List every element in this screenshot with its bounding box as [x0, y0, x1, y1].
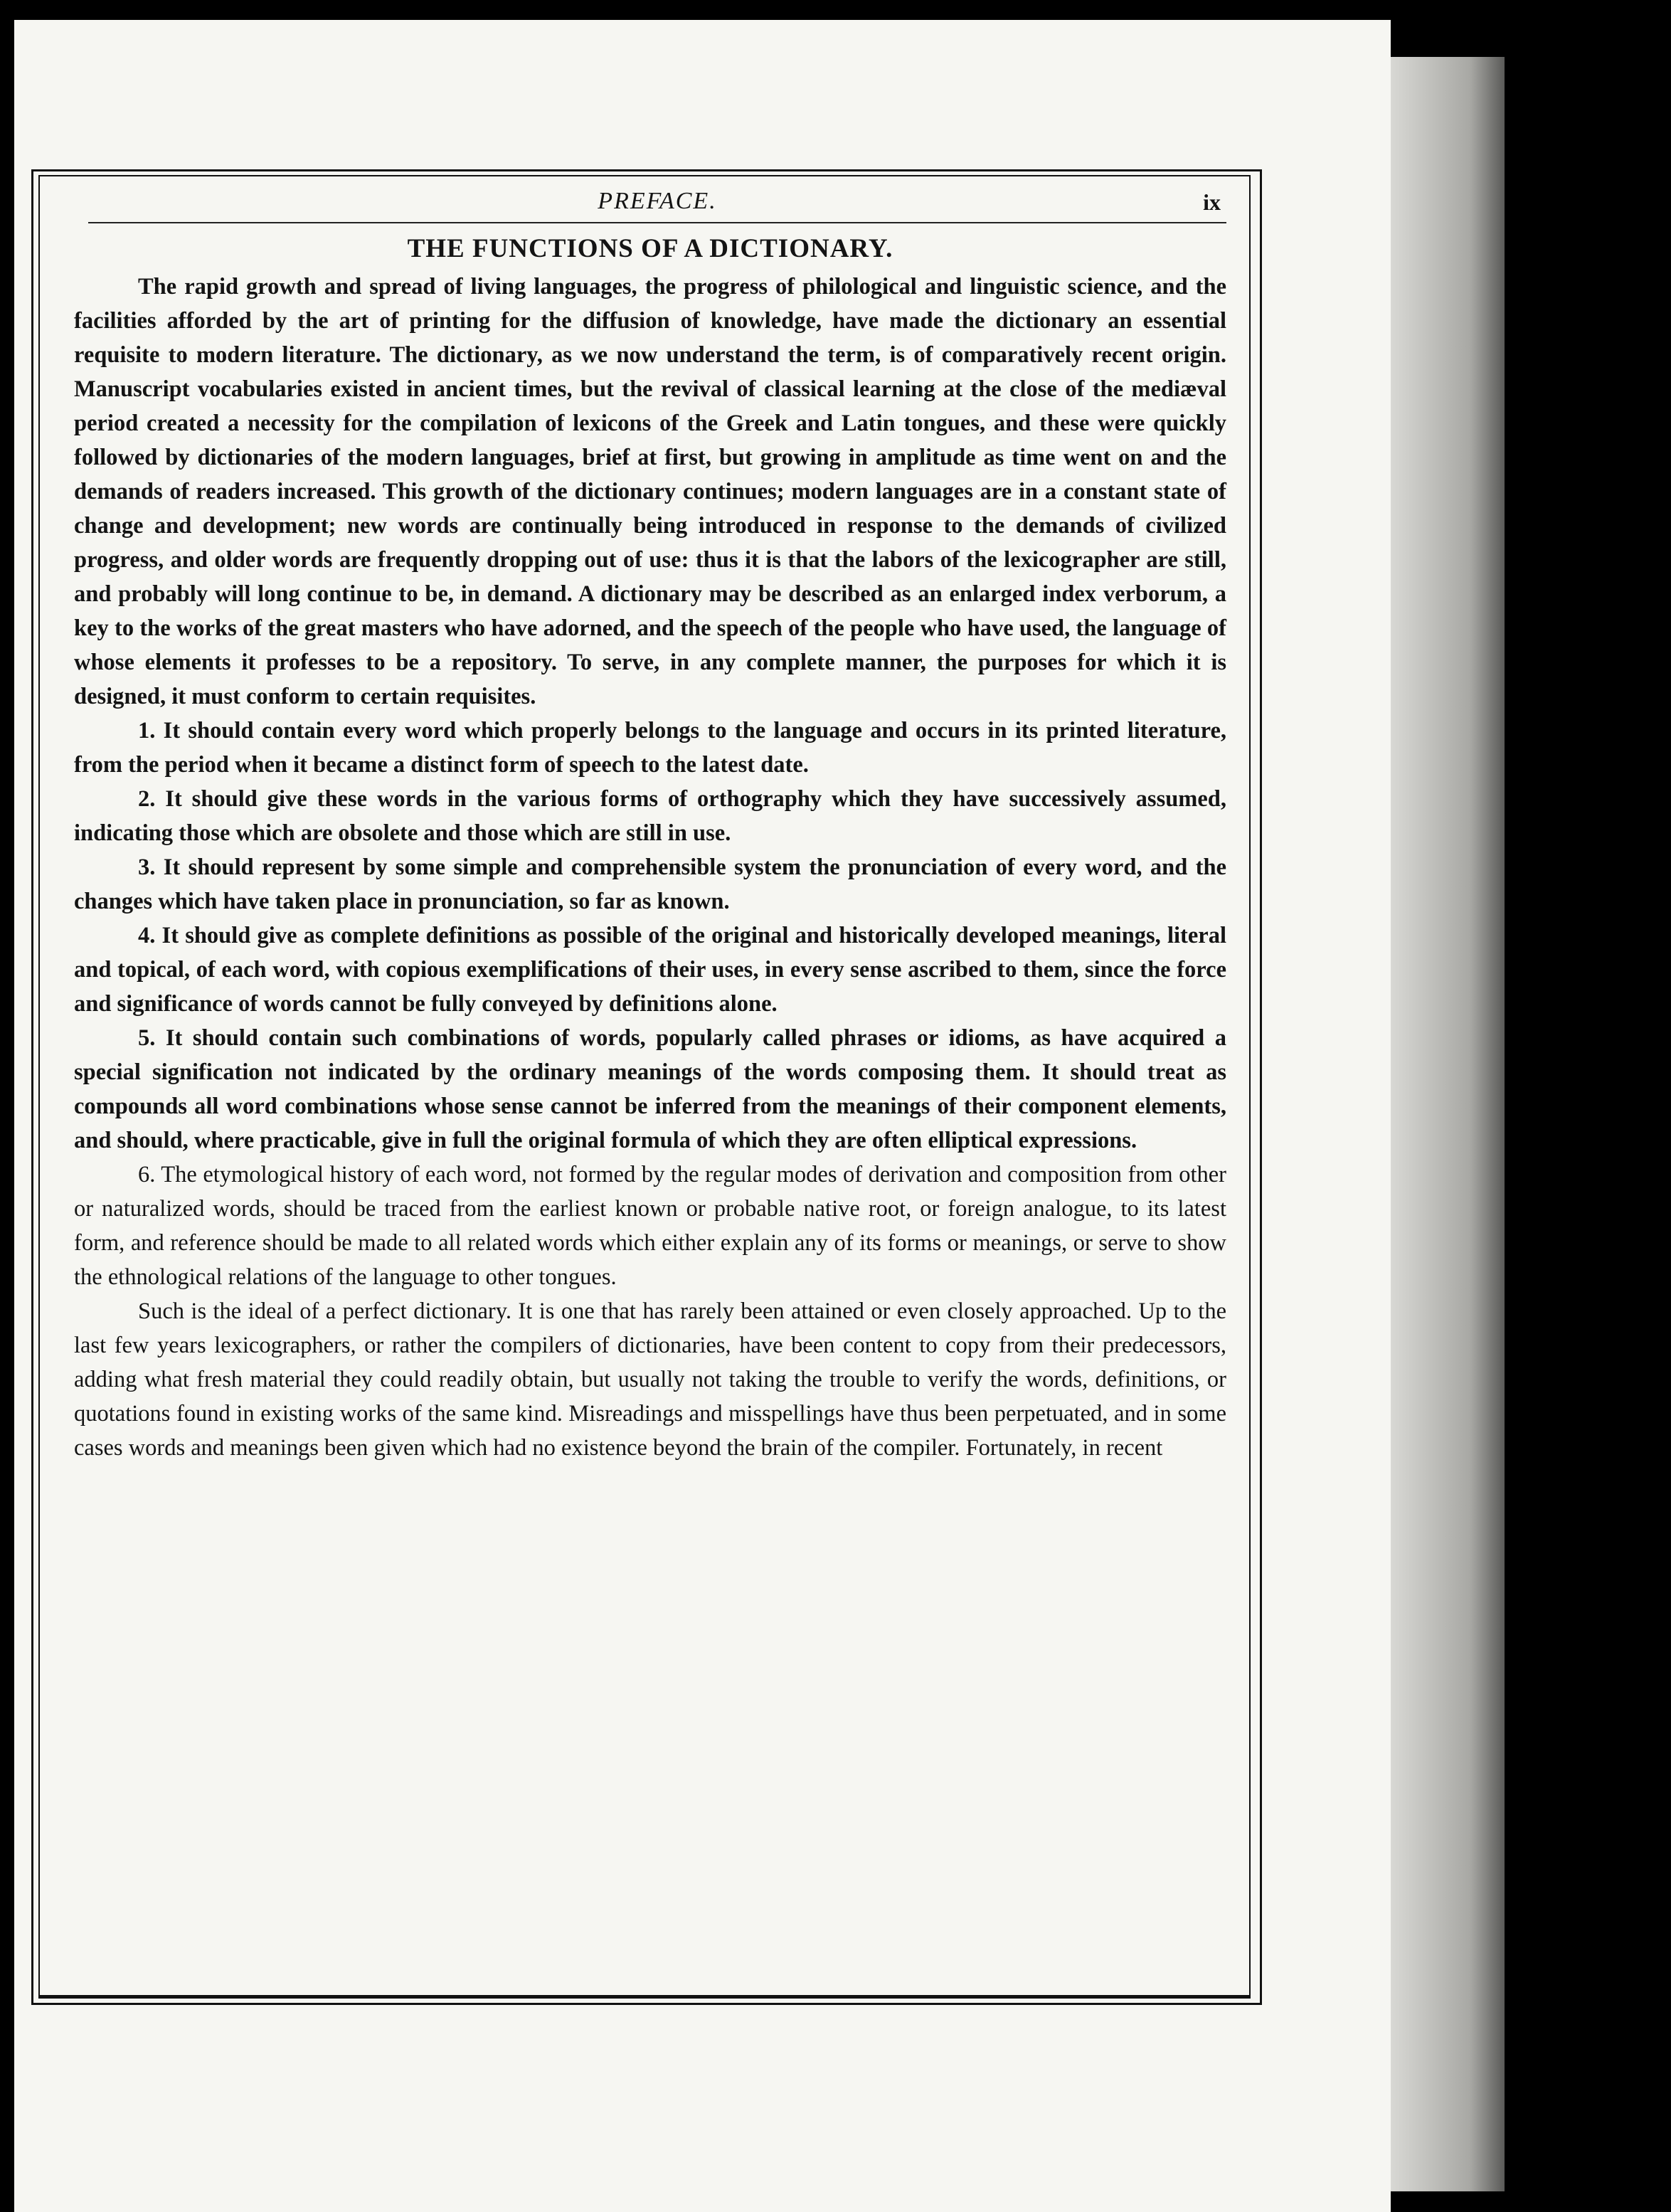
paragraph-requisite-2: 2. It should give these words in the various forms of orthography which they have successively assumed, indicating those which are obsolete and those which are still in use.: [74, 786, 1226, 846]
paragraph-requisite-5: 5. It should contain such combinations of words, popularly called phrases or idioms, as have acquired a special signification not indicated by the ordinary meanings of the words composing them. It should treat as compounds all word combinations whose sense cannot be inferred from the meanings of their component elements, and should, where practicable, give in full the original formula of which they are often elliptical expressions.: [74, 1025, 1226, 1153]
page-number: ix: [1203, 189, 1221, 215]
paragraph-requisite-1: 1. It should contain every word which properly belongs to the language and occurs in its printed literature, from the period when it became a distinct form of speech to the latest date.: [74, 718, 1226, 778]
page-edge-shadow: [1391, 57, 1505, 2191]
paragraph-requisite-3: 3. It should represent by some simple and comprehensible system the pronunciation of every word, and the changes which have taken place in pronunciation, so far as known.: [74, 854, 1226, 914]
section-heading: THE FUNCTIONS OF A DICTIONARY.: [407, 234, 893, 263]
paragraph-intro: The rapid growth and spread of living languages, the progress of philological and linguistic science, and the facilities afforded by the art of printing for the diffusion of knowledge, have made the dictionary an essential requisite to modern literature. The dictionary, as we now understand the term, is of comparatively recent origin. Manuscript vocabularies existed in ancient times, but the revival of classical learning at the close of the mediæval period created a necessity for the compilation of lexicons of the Greek and Latin tongues, and these were quickly followed by dictionaries of the modern languages, brief at first, but growing in amplitude as time went on and the demands of readers increased. This growth of the dictionary continues; modern languages are in a constant state of change and development; new words are continually being introduced in response to the demands of civilized progress, and older words are frequently dropping out of use: thus it is that the labors of the lexicographer are still, and probably will long continue to be, in demand. A dictionary may be described as an enlarged index verborum, a key to the works of the great masters who have adorned, and the speech of the people who have used, the language of whose elements it professes to be a repository. To serve, in any complete manner, the purposes for which it is designed, it must conform to certain requisites.: [74, 274, 1226, 709]
running-title: PREFACE.: [598, 188, 717, 214]
page-content: [74, 184, 1226, 1465]
running-head: [88, 184, 1226, 223]
paragraph-requisite-6: 6. The etymological history of each word, not formed by the regular modes of derivation and composition from other or naturalized words, should be traced from the earliest known or probable native root, or foreign analogue, to its latest form, and reference should be made to all related words which either explain any of its forms or meanings, or serve to show the ethnological relations of the language to other tongues.: [74, 1162, 1226, 1290]
paragraph-requisite-4: 4. It should give as complete definitions as possible of the original and historically developed meanings, literal and topical, of each word, with copious exemplifications of their uses, in every sense ascribed to them, since the force and significance of words cannot be fully conveyed by definitions alone.: [74, 923, 1226, 1017]
paragraph-conclusion: Such is the ideal of a perfect dictionary. It is one that has rarely been attained or even closely approached. Up to the last few years lexicographers, or rather the compilers of dictionaries, have been content to copy from their predecessors, adding what fresh material they could readily obtain, but usually not taking the trouble to verify the words, definitions, or quotations found in existing works of the same kind. Misreadings and misspellings have thus been perpetuated, and in some cases words and meanings been given which had no existence beyond the brain of the compiler. Fortunately, in recent: [74, 1298, 1226, 1461]
